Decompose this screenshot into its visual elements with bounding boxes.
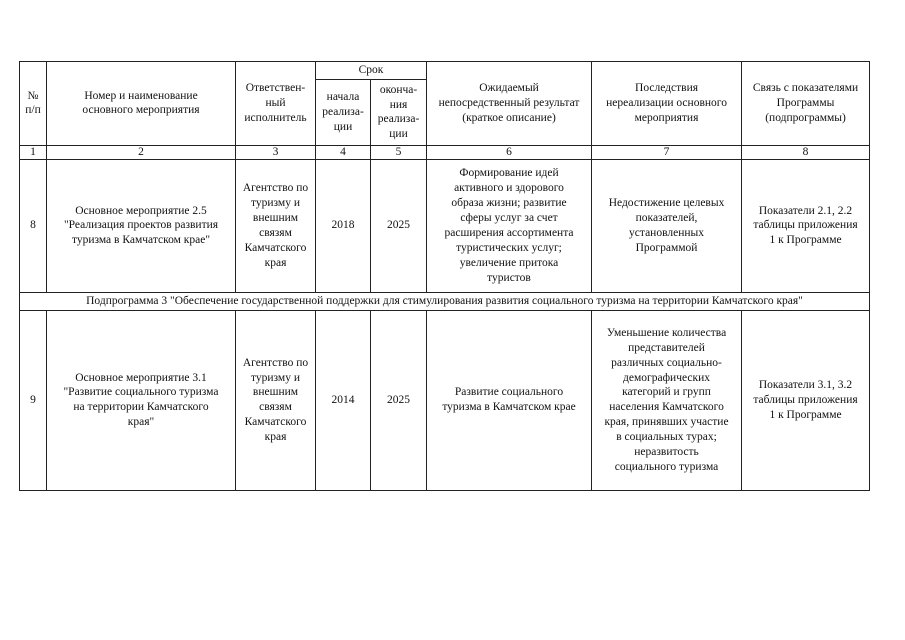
column-number: 4 (316, 145, 371, 159)
row-executor: Агентство по туризму и внешним связям Камчатского края (236, 159, 316, 292)
row-consequences: Уменьшение количества представителей различных социально- демографических категорий и групп населения Камчатского края, принявших участие в социальных турах; неразвитость социального туризма (592, 310, 742, 490)
header-consequences: Последствия нереализации основного мероприятия (592, 62, 742, 146)
row-end: 2025 (371, 310, 427, 490)
column-number: 8 (742, 145, 870, 159)
column-number: 6 (427, 145, 592, 159)
column-number: 1 (20, 145, 47, 159)
row-start: 2018 (316, 159, 371, 292)
header-term: Срок (316, 62, 427, 80)
header-executor: Ответствен- ный исполнитель (236, 62, 316, 146)
header-link: Связь с показателями Программы (подпрограммы) (742, 62, 870, 146)
row-result: Формирование идей активного и здорового образа жизни; развитие сферы услуг за счет расширения ассортимента туристических услуг; увеличение притока туристов (427, 159, 592, 292)
table-row (20, 159, 870, 292)
row-num: 8 (20, 159, 47, 292)
row-name: Основное мероприятие 3.1 "Развитие социального туризма на территории Камчатского края" (47, 310, 236, 490)
row-consequences: Недостижение целевых показателей, установленных Программой (592, 159, 742, 292)
header-end: оконча- ния реализа- ции (371, 79, 427, 145)
row-result: Развитие социального туризма в Камчатском крае (427, 310, 592, 490)
table-row (20, 310, 870, 490)
header-result: Ожидаемый непосредственный результат (краткое описание) (427, 62, 592, 146)
row-executor: Агентство по туризму и внешним связям Камчатского края (236, 310, 316, 490)
column-number: 7 (592, 145, 742, 159)
column-number: 2 (47, 145, 236, 159)
row-link: Показатели 3.1, 3.2 таблицы приложения 1 к Программе (742, 310, 870, 490)
row-link: Показатели 2.1, 2.2 таблицы приложения 1 к Программе (742, 159, 870, 292)
subprogram-title: Подпрограмма 3 "Обеспечение государственной поддержки для стимулирования развития социального туризма на территории Камчатского края" (20, 292, 870, 310)
row-num: 9 (20, 310, 47, 490)
header-num: № п/п (20, 62, 47, 146)
column-number: 5 (371, 145, 427, 159)
row-name: Основное мероприятие 2.5 "Реализация проектов развития туризма в Камчатском крае" (47, 159, 236, 292)
row-end: 2025 (371, 159, 427, 292)
row-start: 2014 (316, 310, 371, 490)
column-number: 3 (236, 145, 316, 159)
measures-table (19, 61, 870, 491)
header-name: Номер и наименование основного мероприятия (47, 62, 236, 146)
header-start: начала реализа- ции (316, 79, 371, 145)
